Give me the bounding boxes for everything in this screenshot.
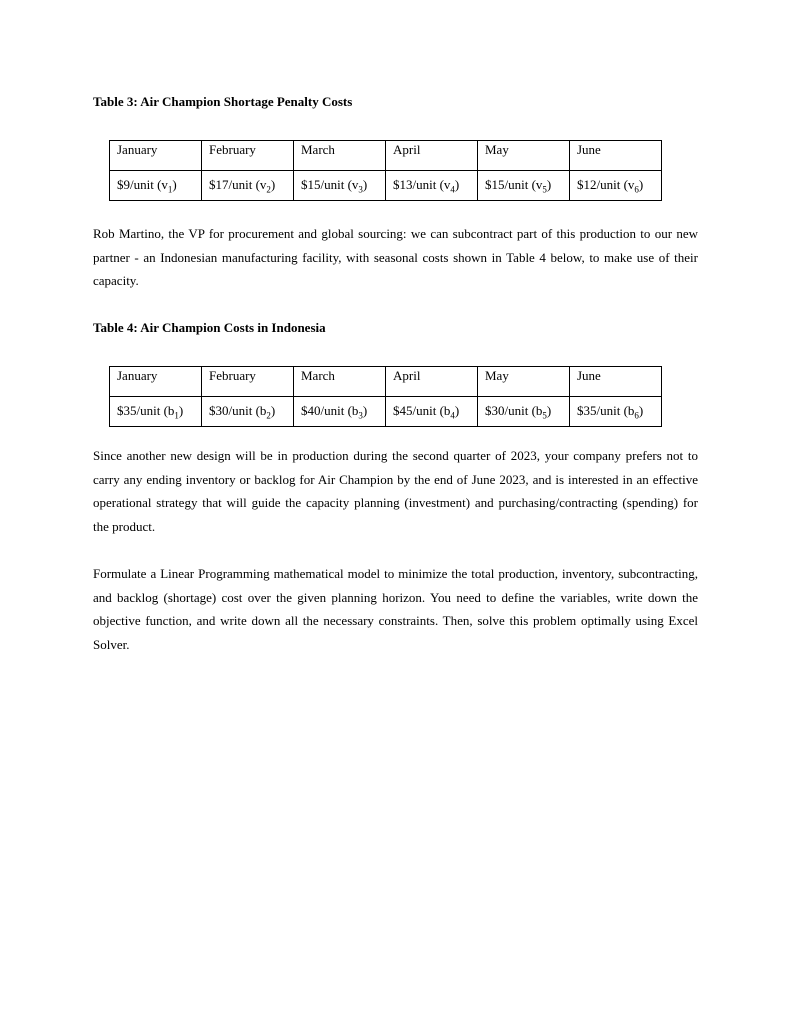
table4-header-row — [110, 367, 662, 397]
table4-value-cell: $30/unit $(b_2)$ — [202, 397, 294, 427]
table3-value-cell: $15/unit $(v_3)$ — [294, 171, 386, 201]
table4-header-cell: February — [202, 367, 294, 397]
paragraph-task-instructions: Formulate a Linear Programming mathematical model to minimize the total production, inventory, subcontracting, and backlog (shortage) cost over the given planning horizon. You need to define the variables, write down the objective function, and write down all the necessary constraints. Then, solve this problem optimally using Excel Solver. — [93, 566, 698, 652]
table3-value-cell: $17/unit $(v_2)$ — [202, 171, 294, 201]
table4-value-cell: $35/unit $(b_1)$ — [110, 397, 202, 427]
paragraph-subcontract: Rob Martino, the VP for procurement and global sourcing: we can subcontract part of this production to our new partner - an Indonesian manufacturing facility, with seasonal costs shown in Table 4 below, to make use of their capacity. — [93, 226, 698, 288]
indonesia-cost-table — [109, 366, 662, 427]
table3-header-row — [110, 141, 662, 171]
table4-caption: Table 4: Air Champion Costs in Indonesia — [93, 320, 326, 335]
table4-header-cell: April — [386, 367, 478, 397]
table3-header-cell: March — [294, 141, 386, 171]
table3-value-cell: $15/unit $(v_5)$ — [478, 171, 570, 201]
table4-value-row — [110, 397, 662, 427]
table3-value-cell: $13/unit $(v_4)$ — [386, 171, 478, 201]
table4-value-cell: $45/unit $(b_4)$ — [386, 397, 478, 427]
shortage-penalty-table — [109, 140, 662, 201]
table4-value-cell: $40/unit $(b_3)$ — [294, 397, 386, 427]
table4-header-cell: March — [294, 367, 386, 397]
table3-header-cell: February — [202, 141, 294, 171]
table4-header-cell: May — [478, 367, 570, 397]
table3-value-cell: $9/unit $(v_1)$ — [110, 171, 202, 201]
table4-value-cell: $30/unit $(b_5)$ — [478, 397, 570, 427]
table3-header-cell: June — [570, 141, 662, 171]
table4-header-cell: June — [570, 367, 662, 397]
paragraph-inventory-policy: Since another new design will be in production during the second quarter of 2023, your company prefers not to carry any ending inventory or backlog for Air Champion by the end of June 2023, and is interested in an effective operational strategy that will guide the capacity planning (investment) and purchasing/contracting (spending) for the product. — [93, 448, 698, 534]
table4-value-cell: $35/unit $(b_6)$ — [570, 397, 662, 427]
table4-header-cell: January — [110, 367, 202, 397]
table3-value-row — [110, 171, 662, 201]
table3-header-cell: May — [478, 141, 570, 171]
table3-caption: Table 3: Air Champion Shortage Penalty Costs — [93, 94, 353, 109]
table3-header-cell: January — [110, 141, 202, 171]
table3-value-cell: $12/unit $(v_6)$ — [570, 171, 662, 201]
table3-header-cell: April — [386, 141, 478, 171]
